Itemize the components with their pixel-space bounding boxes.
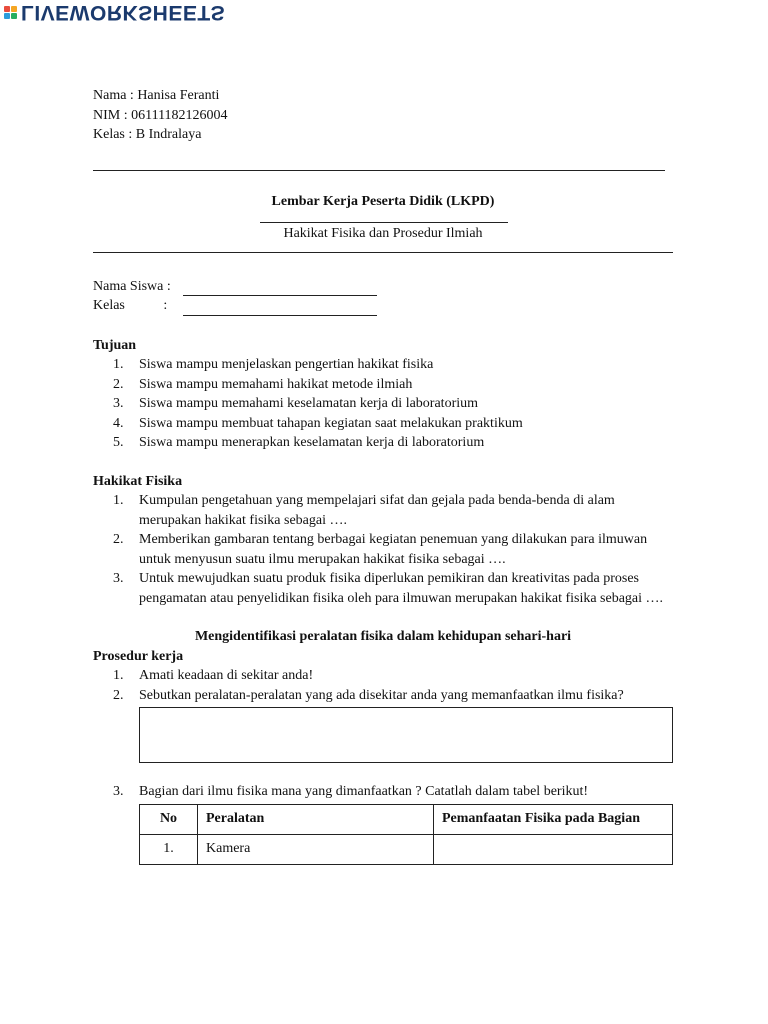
table-header-no: No — [140, 804, 198, 834]
hakikat-list — [93, 491, 673, 608]
list-number: 4. — [113, 415, 124, 431]
hakikat-heading: Hakikat Fisika — [93, 473, 183, 489]
list-number: 1. — [113, 493, 124, 508]
list-item — [93, 414, 673, 434]
list-number: 2. — [113, 376, 124, 392]
table-header-row — [140, 804, 673, 834]
list-text: Siswa mampu memahami hakikat metode ilmiah — [139, 376, 413, 392]
student-fields — [93, 277, 673, 316]
tujuan-heading: Tujuan — [93, 337, 137, 353]
field-nama-siswa — [93, 277, 673, 297]
list-item — [93, 433, 673, 453]
list-number: 2. — [113, 687, 124, 703]
logo-block-orange — [11, 6, 17, 12]
tujuan-list — [93, 355, 673, 453]
table-cell-peralatan: Kamera — [198, 834, 434, 864]
list-text: Bagian dari ilmu fisika mana yang dimanfaatkan ? Catatlah dalam tabel berikut! — [139, 784, 589, 799]
list-number: 3. — [113, 784, 124, 799]
list-item — [93, 666, 673, 686]
student-class-line: Kelas : B Indralaya — [93, 127, 202, 142]
list-text: Siswa mampu menerapkan keselamatan kerja di laboratorium — [139, 435, 485, 450]
nama-siswa-input[interactable] — [183, 280, 377, 296]
list-item — [93, 782, 673, 802]
worksheet-subtitle: Hakikat Fisika dan Prosedur Ilmiah — [283, 226, 483, 241]
equipment-table — [139, 804, 673, 865]
list-item — [93, 394, 673, 414]
list-item — [93, 355, 673, 375]
header-divider — [93, 252, 673, 253]
field-label: Kelas : — [93, 298, 168, 313]
table-header-pemanfaatan: Pemanfaatan Fisika pada Bagian — [434, 804, 673, 834]
list-text: Sebutkan peralatan-peralatan yang ada disekitar anda yang memanfaatkan ilmu fisika? — [139, 687, 624, 703]
logo-block-blue — [4, 13, 10, 19]
list-text: Kumpulan pengetahuan yang mempelajari sifat dan gejala pada benda-benda di alam merupakan hakikat fisika sebagai …. — [139, 493, 615, 528]
list-text: Siswa mampu menjelaskan pengertian hakikat fisika — [139, 357, 434, 372]
logo-blocks-icon — [4, 6, 17, 19]
list-number: 1. — [113, 668, 124, 683]
top-divider — [93, 170, 665, 171]
table-row — [140, 834, 673, 864]
procedure-list — [93, 666, 673, 705]
list-item — [93, 491, 673, 530]
logo-block-red — [4, 6, 10, 12]
logo-text: LIVEWORKSHEETS — [21, 1, 226, 24]
list-item — [93, 569, 673, 608]
list-text: Amati keadaan di sekitar anda! — [139, 668, 314, 683]
list-item — [93, 686, 673, 706]
equipment-answer-box[interactable] — [139, 707, 673, 763]
kelas-input[interactable] — [183, 300, 377, 316]
title-underline — [260, 222, 508, 223]
list-text: Siswa mampu membuat tahapan kegiatan saat melakukan praktikum — [139, 415, 523, 431]
logo-block-green — [11, 13, 17, 19]
procedure-heading: Prosedur kerja — [93, 648, 184, 664]
worksheet-page — [93, 86, 673, 865]
list-number: 3. — [113, 571, 124, 586]
student-name-line: Nama : Hanisa Feranti — [93, 88, 220, 103]
list-number: 5. — [113, 435, 124, 450]
table-header-peralatan: Peralatan — [198, 804, 434, 834]
list-text: Siswa mampu memahami keselamatan kerja di laboratorium — [139, 396, 479, 411]
list-number: 2. — [113, 532, 124, 547]
list-item — [93, 530, 673, 569]
activity-title: Mengidentifikasi peralatan fisika dalam kehidupan sehari-hari — [194, 629, 572, 644]
list-number: 1. — [113, 357, 124, 372]
table-cell-pemanfaatan-input[interactable] — [434, 834, 673, 864]
list-text: Untuk mewujudkan suatu produk fisika diperlukan pemikiran dan kreativitas pada proses pengamatan atau penyelidikan fisika oleh para ilmuwan merupakan hakikat fisika sebagai …. — [139, 571, 664, 606]
procedure-list-cont — [93, 782, 673, 802]
list-text: Memberikan gambaran tentang berbagai kegiatan penemuan yang dilakukan para ilmuwan untuk menyusun suatu ilmu merupakan hakikat fisika sebagai …. — [139, 532, 648, 567]
list-item — [93, 375, 673, 395]
student-nim-line: NIM : 06111182126004 — [93, 107, 228, 123]
table-cell-no: 1. — [140, 834, 198, 864]
liveworksheets-logo — [4, 2, 225, 23]
field-label: Nama Siswa : — [93, 278, 171, 294]
field-kelas — [93, 296, 673, 316]
list-number: 3. — [113, 396, 124, 411]
worksheet-title: Lembar Kerja Peserta Didik (LKPD) — [271, 193, 495, 209]
